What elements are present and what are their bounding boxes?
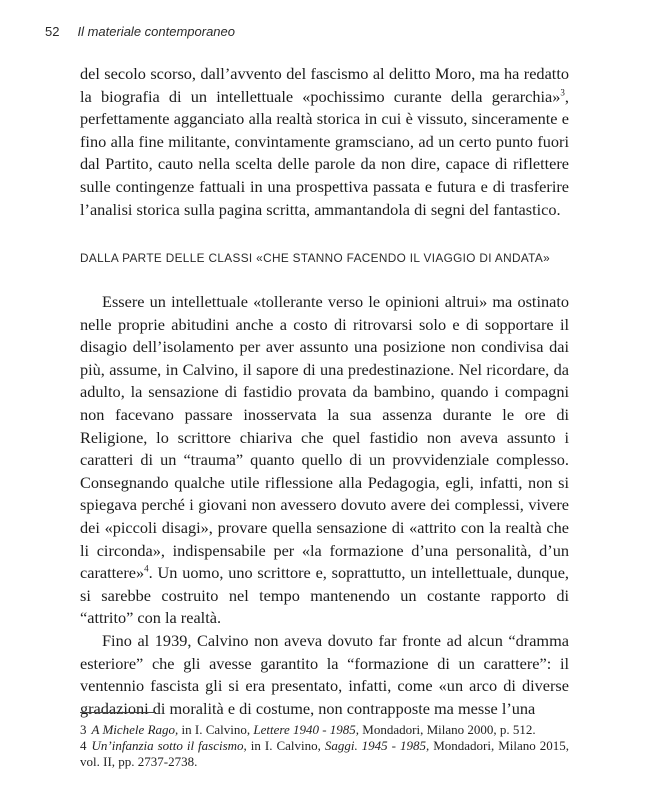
running-title: Il materiale contemporaneo [77, 24, 235, 39]
footnote-text: in I. Calvino, [178, 722, 254, 737]
footnotes [80, 722, 569, 770]
footnote-title: A Michele Rago, [91, 722, 179, 737]
paragraph-text: Essere un intellettuale «tollerante verso le opinioni altrui» ma ostinato nelle proprie abitudini anche a costo di ritrovarsi solo e di sopportare il disagio dell’isolamento per aver assunto una posizione non condivisa dai più, assume, in Calvino, il sapore di una predestinazione. Nel ricordare, da adulto, la sensazione di fastidio provata da bambino, quando i compagni non facevano passare inosservata la sua assenza durante le ore di Religione, lo scrittore chiariva che quel fastidio non aveva assunto i caratteri di un “trauma” quanto quello di un provvidenziale complesso. Consegnando qualche utile riflessione alla Pedagogia, egli, infatti, non si spiegava perché i giovani non avessero dovuto avere dei complessi, vivere dei «piccoli disagi», provare quella sensazione di «attrito con la realtà che li circonda», indispensabile per «la formazione d’una personalità, d’un carattere» [80, 292, 569, 583]
footnote [80, 722, 569, 738]
body-text-main [80, 291, 569, 720]
footnote-text: in I. Calvino, [246, 738, 325, 753]
paragraph [80, 63, 569, 221]
footnote-reference[interactable]: 4 [144, 563, 149, 574]
section-heading: DALLA PARTE DELLE CLASSI «CHE STANNO FACENDO IL VIAGGIO DI ANDATA» [80, 251, 550, 265]
body-text-top [80, 63, 569, 221]
paragraph [80, 630, 569, 720]
footnote-text: Mondadori, Milano 2015, vol. II, pp. 2737-2738. [80, 738, 569, 769]
page-number: 52 [45, 24, 60, 39]
paragraph-text: . Un uomo, uno scrittore e, soprattutto, un intellettuale, dunque, si sarebbe costruito nel tempo mantenendo un costante rapporto di “attrito” con la realtà. [80, 563, 569, 628]
paragraph-text: Fino al 1939, Calvino non aveva dovuto far fronte ad alcun “dramma esteriore” che gli avesse garantito la “formazione di un carattere”: il ventennio fascista gli si era presentato, infatti, come «un arco di diverse gradazioni di moralità e di costume, non contrapposte ma messe l’una [80, 630, 569, 718]
paragraph-text: , perfettamente agganciato alla realtà storica in cui è vissuto, sinceramente e fino alla fine militante, convintamente gramsciano, ad un certo punto fuori dal Partito, cauto nella scelta delle parole da non dire, capace di riflettere sulle contingenze fattuali in una prospettiva passata e futura e di trasferire l’analisi storica sulla pagina scritta, ammantandola di segni del fantastico. [80, 86, 569, 219]
footnote-number: 3 [80, 722, 87, 737]
footnote-number: 4 [80, 738, 87, 753]
footnote-separator [80, 712, 156, 713]
footnote-reference[interactable]: 3 [560, 87, 565, 98]
running-header [45, 24, 585, 39]
footnote [80, 738, 569, 770]
footnote-work: Lettere 1940 - 1985, [253, 722, 360, 737]
paragraph-text: del secolo scorso, dall’avvento del fascismo al delitto Moro, ma ha redatto la biografia di un intellettuale «pochissimo curante della gerarchia» [80, 64, 569, 106]
paragraph [80, 291, 569, 630]
footnote-text: Mondadori, Milano 2000, p. 512. [359, 722, 536, 737]
footnote-work: Saggi. 1945 - 1985, [324, 738, 430, 753]
footnote-title: Un’infanzia sotto il fascismo, [91, 738, 247, 753]
